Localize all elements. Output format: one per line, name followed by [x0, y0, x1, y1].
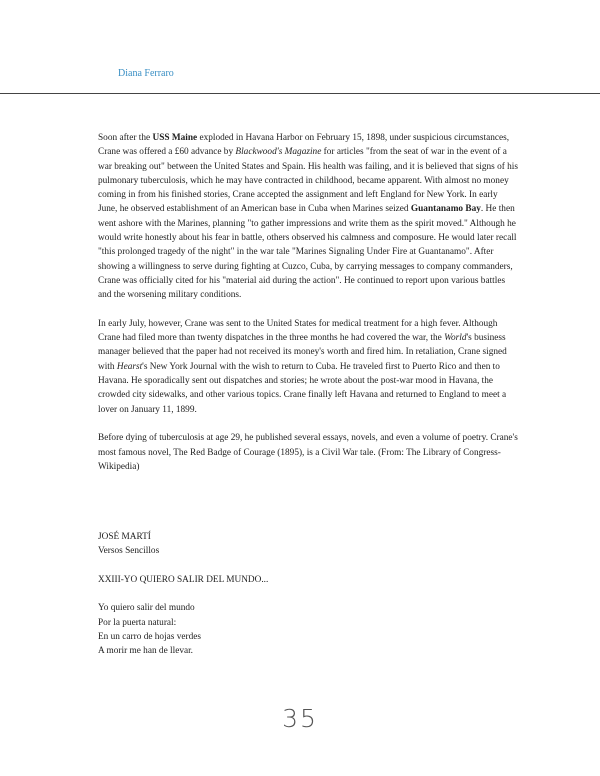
paragraph-1-text-2: exploded in Havana Harbor on February 15, 1898, under suspicious circumstances, Crane was offered a £60 advance by [98, 133, 510, 158]
paragraph-1 [98, 131, 518, 303]
paragraph-2-text-2: 's business manager believed that the paper had not received its money's worth and fired him. In retaliation, Crane signed with [98, 333, 507, 372]
header-author: Diana Ferraro [118, 68, 174, 79]
poem-line: Por la puerta natural: [98, 617, 177, 628]
poem-collection: Versos Sencillos [98, 546, 160, 557]
paragraph-2 [98, 317, 518, 417]
poem-section [98, 530, 518, 659]
blackwoods-magazine-italic: Blackwood's Magazine [235, 147, 322, 158]
page-number: 35 [282, 704, 318, 733]
poem-title: XXIII-YO QUIERO SALIR DEL MUNDO... [98, 574, 269, 585]
poem-spacer [98, 587, 518, 601]
paragraph-1-text-1: Soon after the [98, 133, 153, 143]
guantanamo-bay-bold: Guantanamo Bay [410, 204, 481, 215]
poem-spacer [98, 559, 518, 573]
paragraph-1-text-4: . He then went ashore with the Marines, planning "to gather impressions and write them as the spirit moved." Although he would write honestly about his fear in battle, others observed his calmness and composure. He would later recall "this prolonged tragedy of the night" in the war tale "Marines Signaling Under Fire at Guantanamo". After showing a willingness to serve during fighting at Cuzco, Cuba, by carrying messages to company commanders, Crane was officially cited for his "material aid during the action". He continued to report upon various battles and the worsening military conditions. [98, 204, 517, 301]
world-italic: World [444, 333, 467, 344]
poem-line: En un carro de hojas verdes [98, 632, 202, 643]
poem-line: Yo quiero salir del mundo [98, 603, 195, 614]
paragraph-2-text-3: 's New York Journal with the wish to return to Cuba. He traveled first to Puerto Rico and then to Havana. He sporadically sent out dispatches and stories; he wrote about the post-war mood in Havana, the crowded city sidewalks, and other various topics. Crane finally left Havana and returned to England to meet a lover on January 11, 1899. [98, 361, 507, 415]
poem-line: A morir me han de llevar. [98, 646, 194, 657]
hearst-italic: Hearst [116, 361, 143, 372]
uss-maine-bold: USS Maine [152, 133, 198, 143]
paragraph-1-text-3: for articles "from the seat of war in the event of a war breaking out" between the United States and Spain. His health was failing, and it is believed that signs of his pulmonary tuberculosis, which he may have contracted in childhood, became apparent. With almost no money coming in from his finished stories, Crane accepted the assignment and left England for New York. In early June, he observed establishment of an American base in Cuba when Marines seized [98, 147, 518, 215]
paragraph-3: Before dying of tuberculosis at age 29, he published several essays, novels, and even a volume of poetry. Crane's most famous novel, The Red Badge of Courage (1895), is a Civil War tale. (From: The Library of Congress- Wikipedia) [98, 433, 518, 472]
paragraph-2-text-1: In early July, however, Crane was sent to the United States for medical treatment for a high fever. Although Crane had filed more than twenty dispatches in the three months he had covered the war, the [98, 318, 498, 344]
article-body [98, 131, 518, 488]
poem-author: JOSÉ MARTÍ [98, 532, 151, 542]
header-divider [0, 93, 600, 94]
